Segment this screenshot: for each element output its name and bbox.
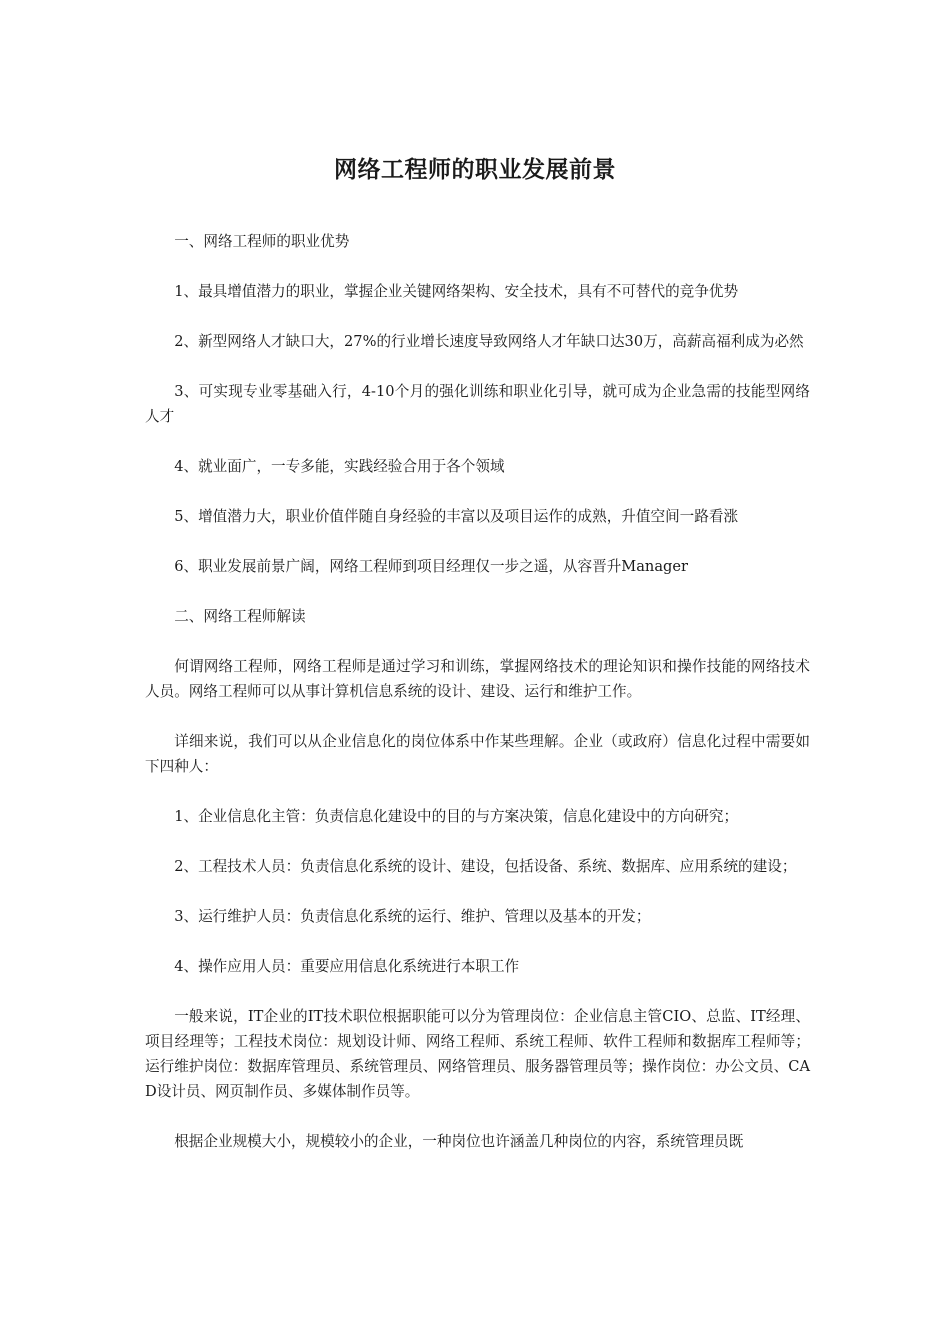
paragraph-definition: 何谓网络工程师，网络工程师是通过学习和训练，掌握网络技术的理论知识和操作技能的网络技术人员。网络工程师可以从事计算机信息系统的设计、建设、运行和维护工作。 bbox=[145, 658, 810, 700]
paragraph-role-1: 1、企业信息化主管：负责信息化建设中的目的与方案决策，信息化建设中的方向研究； bbox=[174, 808, 739, 825]
paragraph-advantage-3: 3、可实现专业零基础入行，4-10个月的强化训练和职业化引导，就可成为企业急需的技能型网络人才 bbox=[145, 383, 810, 425]
paragraph-it-positions: 一般来说，IT企业的IT技术职位根据职能可以分为管理岗位：企业信息主管CIO、总监、IT经理、项目经理等；工程技术岗位：规划设计师、网络工程师、系统工程师、软件工程师和数据库工程师等；运行维护岗位：数据库管理员、系统管理员、网络管理员、服务器管理员等；操作岗位：办公文员、CAD设计员、网页制作员、多媒体制作员等。 bbox=[145, 1008, 810, 1100]
paragraph-advantage-2: 2、新型网络人才缺口大，27%的行业增长速度导致网络人才年缺口达30万，高薪高福利成为必然 bbox=[174, 333, 804, 350]
paragraph-role-2: 2、工程技术人员：负责信息化系统的设计、建设，包括设备、系统、数据库、应用系统的建设； bbox=[174, 858, 797, 875]
paragraph-detail-intro: 详细来说，我们可以从企业信息化的岗位体系中作某些理解。企业（或政府）信息化过程中需要如下四种人： bbox=[145, 733, 810, 775]
paragraph-advantage-6: 6、职业发展前景广阔，网络工程师到项目经理仅一步之遥，从容晋升Manager bbox=[174, 558, 688, 575]
paragraph-advantage-1: 1、最具增值潜力的职业，掌握企业关键网络架构、安全技术，具有不可替代的竞争优势 bbox=[174, 283, 739, 300]
document-body bbox=[145, 229, 810, 1179]
paragraph-role-4: 4、操作应用人员：重要应用信息化系统进行本职工作 bbox=[174, 958, 520, 975]
document-title: 网络工程师的职业发展前景 bbox=[334, 156, 616, 183]
section-heading-interpretation: 二、网络工程师解读 bbox=[174, 608, 306, 625]
paragraph-advantage-4: 4、就业面广，一专多能，实践经验合用于各个领域 bbox=[174, 458, 505, 475]
paragraph-role-3: 3、运行维护人员：负责信息化系统的运行、维护、管理以及基本的开发； bbox=[174, 908, 651, 925]
paragraph-advantage-5: 5、增值潜力大，职业价值伴随自身经验的丰富以及项目运作的成熟，升值空间一路看涨 bbox=[174, 508, 739, 525]
section-heading-advantages: 一、网络工程师的职业优势 bbox=[174, 233, 350, 250]
paragraph-company-size: 根据企业规模大小，规模较小的企业，一种岗位也许涵盖几种岗位的内容，系统管理员既 bbox=[174, 1133, 744, 1150]
